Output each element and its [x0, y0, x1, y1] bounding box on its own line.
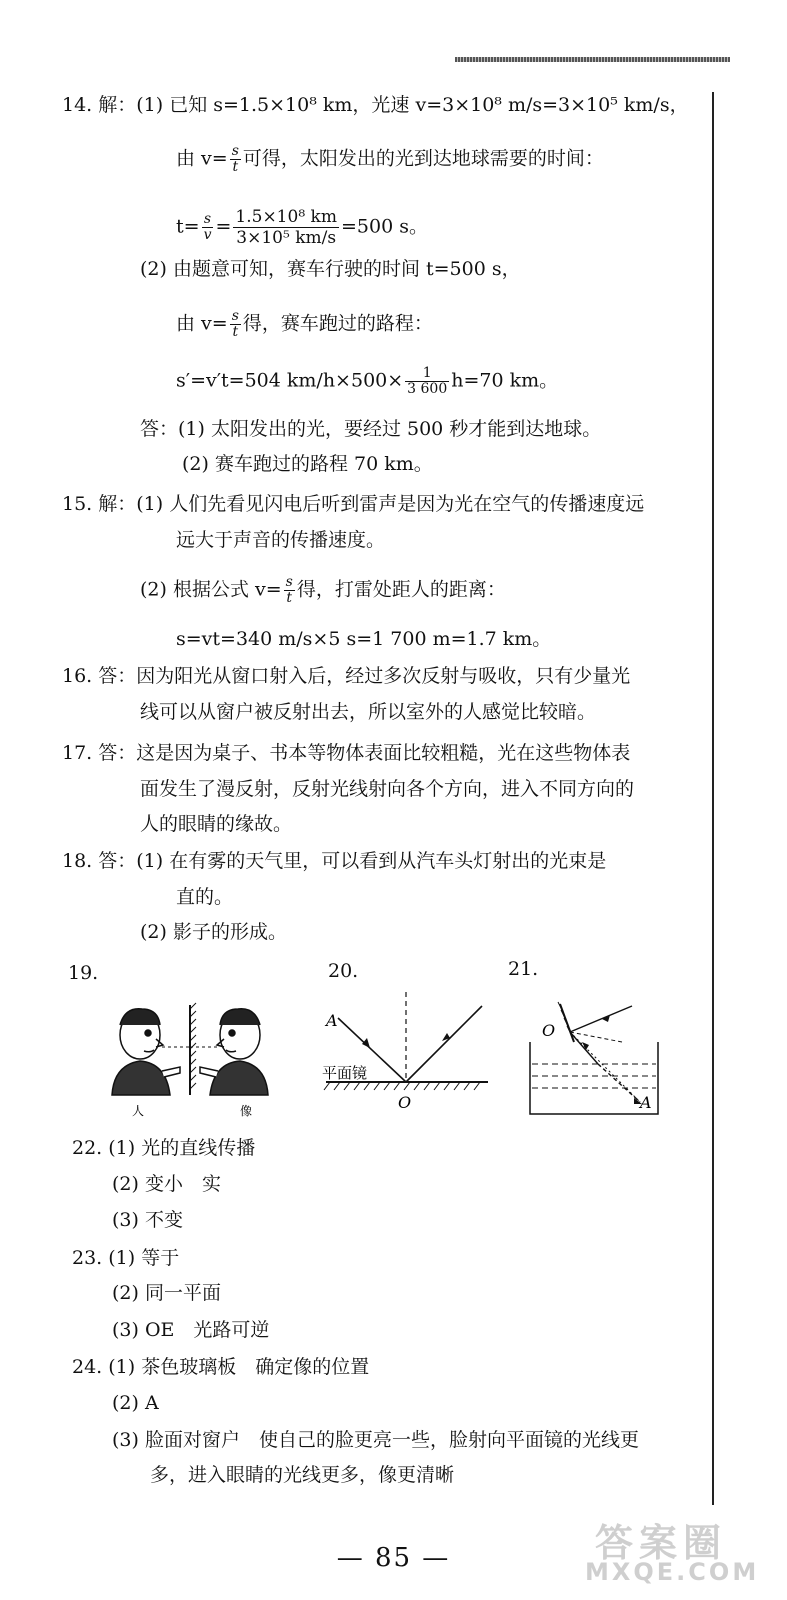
- q23-line3: (3) OE 光路可逆: [112, 1319, 270, 1341]
- page-number: — 85 —: [336, 1543, 451, 1573]
- q14-answer1: 答：(1) 太阳发出的光，要经过 500 秒才能到达地球。: [140, 418, 602, 440]
- figure-21-refraction: [522, 990, 667, 1118]
- q17-line3: 人的眼睛的缘故。: [140, 813, 293, 835]
- q22-line3: (3) 不变: [112, 1209, 183, 1231]
- q14-line6: s′=v′t=504 km/h×500× $\frac{1}{3 600}$ h=70 km。: [176, 365, 559, 397]
- q14-line5: 由 v= $\frac{s}{t}$ 得，赛车跑过的路程：: [176, 308, 433, 340]
- figure-20-reflection: [318, 988, 493, 1113]
- figure-20-mirror-label: 平面镜: [322, 1064, 368, 1082]
- q18-line1: 18. 答：(1) 在有雾的天气里，可以看到从汽车头灯射出的光束是: [62, 850, 607, 872]
- q24-line2: (2) A: [112, 1392, 159, 1414]
- q14-line4: (2) 由题意可知，赛车行驶的时间 t=500 s，: [140, 258, 521, 280]
- q24-line3: (3) 脸面对窗户 使自己的脸更亮一些，脸射向平面镜的光线更: [112, 1429, 639, 1451]
- q14-line1: 14. 解：(1) 已知 s=1.5×10⁸ km，光速 v=3×10⁸ m/s=3×10⁵ km/s，: [62, 94, 689, 116]
- q24-line4: 多，进入眼睛的光线更多，像更清晰: [150, 1464, 455, 1486]
- figure-21-number: 21.: [508, 958, 539, 980]
- watermark-logo: 答案圈 MXQE.COM: [585, 1521, 760, 1586]
- q24-line1: 24. (1) 茶色玻璃板 确定像的位置: [72, 1356, 370, 1378]
- q23-line1: 23. (1) 等于: [72, 1247, 180, 1269]
- q15-line2: 远大于声音的传播速度。: [176, 529, 386, 551]
- q18-line2: 直的。: [176, 886, 234, 908]
- figure-20-point-a: A: [326, 1011, 338, 1030]
- q22-line2: (2) 变小 实: [112, 1173, 221, 1195]
- figure-20-number: 20.: [328, 960, 359, 982]
- figure-19-image-label: 像: [240, 1104, 253, 1118]
- header-rule: [455, 57, 730, 62]
- q17-line2: 面发生了漫反射，反射光线射向各个方向，进入不同方向的: [140, 778, 635, 800]
- q17-line1: 17. 答：这是因为桌子、书本等物体表面比较粗糙，光在这些物体表: [62, 742, 631, 764]
- q18-line3: (2) 影子的形成。: [140, 921, 287, 943]
- q16-line2: 线可以从窗户被反射出去，所以室外的人感觉比较暗。: [140, 701, 597, 723]
- q16-line1: 16. 答：因为阳光从窗口射入后，经过多次反射与吸收，只有少量光: [62, 665, 631, 687]
- figure-19-number: 19.: [68, 962, 99, 984]
- q14-line2: 由 v= $\frac{s}{t}$ 可得，太阳发出的光到达地球需要的时间：: [176, 143, 604, 175]
- figure-20-point-o: O: [398, 1093, 412, 1112]
- figure-19-person-label: 人: [132, 1104, 145, 1118]
- q14-answer2: (2) 赛车跑过的路程 70 km。: [182, 453, 433, 475]
- q15-line4: s=vt=340 m/s×5 s=1 700 m=1.7 km。: [176, 628, 552, 650]
- q23-line2: (2) 同一平面: [112, 1282, 221, 1304]
- figure-19-mirror-image: [100, 995, 300, 1120]
- q14-line3: t= $\frac{s}{v}$ = $\frac{\text{1.5×10⁸ km}}{\text{3×10⁵ km/s}}$ =500 s。: [176, 207, 428, 248]
- figure-21-point-o: O: [542, 1021, 556, 1040]
- q22-line1: 22. (1) 光的直线传播: [72, 1137, 256, 1159]
- q15-line1: 15. 解：(1) 人们先看见闪电后听到雷声是因为光在空气的传播速度远: [62, 493, 645, 515]
- right-margin-line: [712, 92, 714, 1505]
- figure-21-point-a: A: [640, 1093, 652, 1112]
- q15-line3: (2) 根据公式 v= $\frac{s}{t}$ 得，打雷处距人的距离：: [140, 574, 506, 606]
